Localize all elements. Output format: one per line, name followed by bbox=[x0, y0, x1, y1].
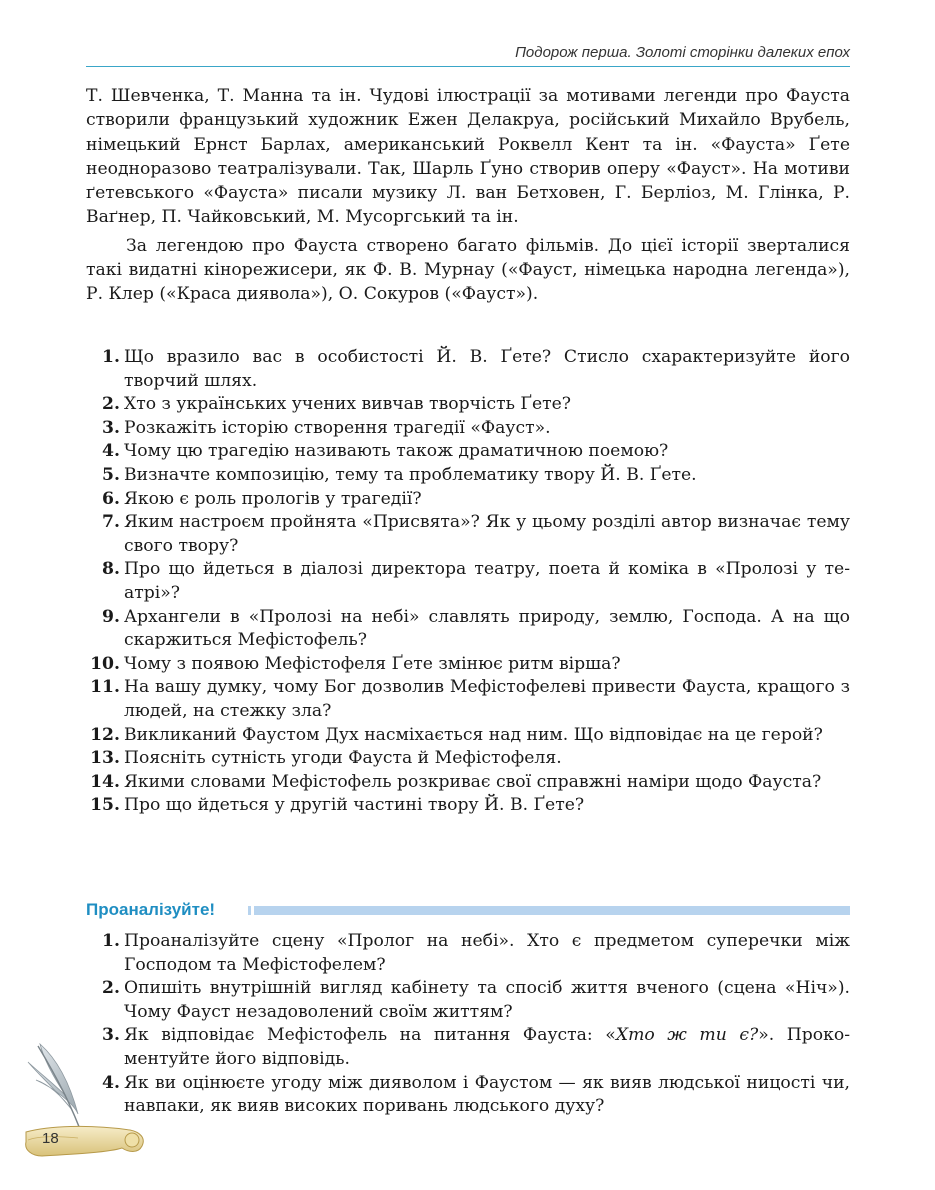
page-number: 18 bbox=[42, 1130, 59, 1147]
analyze-section-heading bbox=[86, 898, 850, 924]
analyze-item bbox=[86, 1024, 850, 1071]
intro-paragraph-2: За легендою про Фауста створено багато фільмів. До цієї історії зверталися такі видатні кінорежисери, як Ф. В. Мурнау («Фауст, німецька народна легенда»), Р. Клер («Краса диявола»), О. Сокуров («Фауст»). bbox=[86, 235, 850, 305]
question-item bbox=[86, 747, 850, 771]
question-item bbox=[86, 440, 850, 464]
question-text: Про що йдеться у другій частині твору Й. В. Ґете? bbox=[124, 795, 585, 816]
analyze-item bbox=[86, 977, 850, 1024]
analyze-number: 4. bbox=[102, 1072, 120, 1093]
analyze-text-pre: Як відповідає Мефістофель на питання Фауста: « bbox=[124, 1025, 616, 1046]
analyze-item bbox=[86, 1072, 850, 1119]
quill-scroll-icon bbox=[18, 1040, 158, 1170]
analyze-title: Проаналізуйте! bbox=[86, 900, 216, 919]
question-number: 4. bbox=[102, 441, 120, 462]
question-number: 8. bbox=[102, 559, 120, 580]
question-text: Визначте композицію, тему та проблематику твору Й. В. Ґете. bbox=[124, 464, 697, 485]
question-item bbox=[86, 464, 850, 488]
question-number: 3. bbox=[102, 417, 120, 438]
question-item bbox=[86, 511, 850, 558]
question-item bbox=[86, 558, 850, 605]
question-text: Чому з появою Мефістофеля Ґете змінює ритм вірша? bbox=[124, 653, 621, 674]
question-number: 5. bbox=[102, 464, 120, 485]
question-item bbox=[86, 606, 850, 653]
analyze-text: Як ви оцінюєте угоду між дияволом і Фаустом — як вияв людської ницості чи, навпаки, як вияв високих поривань людського духу? bbox=[124, 1072, 850, 1117]
question-number: 14. bbox=[90, 771, 120, 792]
question-number: 12. bbox=[90, 724, 120, 745]
analyze-text-post: ». Прокоментуйте його відповідь. bbox=[124, 1025, 851, 1069]
question-number: 11. bbox=[90, 677, 120, 698]
heading-bar bbox=[254, 906, 850, 915]
question-text: Якими словами Мефістофель розкриває свої справжні наміри щодо Фауста? bbox=[124, 771, 822, 792]
questions-list bbox=[86, 346, 850, 818]
question-number: 13. bbox=[90, 748, 120, 769]
question-text: Якою є роль прологів у трагедії? bbox=[124, 488, 422, 509]
question-number: 1. bbox=[102, 347, 120, 367]
analyze-number: 1. bbox=[102, 931, 120, 951]
analyze-text: Опишіть внутрішній вигляд кабінету та спосіб життя вченого (сцена «Ніч»). Чому Фауст незадоволений своїм життям? bbox=[124, 978, 850, 1022]
question-text: Що вразило вас в особистості Й. В. Ґете? Стисло схарактеризуйте його творчий шлях. bbox=[124, 347, 850, 391]
question-text: Викликаний Фаустом Дух насміхається над ним. Що відповідає на це герой? bbox=[124, 724, 823, 745]
question-text: Про що йдеться в діалозі директора театру, поета й коміка в «Пролозі у театрі»? bbox=[124, 559, 850, 603]
question-number: 15. bbox=[90, 795, 120, 816]
question-item bbox=[86, 724, 850, 748]
question-text: Хто з українських учених вивчав творчість Ґете? bbox=[124, 394, 572, 415]
header-title: Подорож перша. Золоті сторінки далеких епох bbox=[515, 44, 850, 61]
analyze-number: 3. bbox=[102, 1025, 120, 1046]
analyze-item bbox=[86, 930, 850, 977]
analyze-text-italic: Хто ж ти є? bbox=[615, 1025, 759, 1046]
intro-text bbox=[86, 84, 850, 307]
question-text: Чому цю трагедію називають також драматичною поемою? bbox=[124, 441, 669, 462]
question-text: Розкажіть історію створення трагедії «Фауст». bbox=[124, 417, 551, 438]
question-number: 6. bbox=[102, 488, 120, 509]
running-header bbox=[86, 38, 850, 67]
analyze-text: Проаналізуйте сцену «Пролог на небі». Хто є предметом суперечки між Господом та Мефістофелем? bbox=[124, 931, 850, 975]
heading-bar-mark bbox=[248, 906, 251, 915]
question-number: 10. bbox=[90, 653, 120, 674]
question-item bbox=[86, 393, 850, 417]
analyze-number: 2. bbox=[102, 978, 120, 999]
question-item bbox=[86, 676, 850, 723]
question-number: 2. bbox=[102, 394, 120, 415]
question-item bbox=[86, 771, 850, 795]
question-number: 9. bbox=[102, 606, 120, 627]
question-item bbox=[86, 794, 850, 818]
analyze-list bbox=[86, 930, 850, 1119]
question-item bbox=[86, 488, 850, 512]
question-item bbox=[86, 346, 850, 393]
question-item bbox=[86, 417, 850, 441]
question-text: На вашу думку, чому Бог дозволив Мефістофелеві привести Фауста, кращого з людей, на стежку зла? bbox=[124, 677, 850, 721]
question-text: Поясніть сутність угоди Фауста й Мефістофеля. bbox=[124, 748, 562, 769]
question-number: 7. bbox=[102, 512, 120, 533]
question-item bbox=[86, 653, 850, 677]
question-text: Архангели в «Пролозі на небі» славлять природу, землю, Господа. А на що скаржиться Мефістофель? bbox=[124, 606, 850, 651]
question-text: Яким настроєм пройнята «Присвята»? Як у цьому розділі автор визначає тему свого твору? bbox=[124, 512, 850, 556]
intro-paragraph-1: Т. Шевченка, Т. Манна та ін. Чудові ілюстрації за мотивами легенди про Фауста створили французький художник Ежен Делакруа, російський Михайло Врубель, німецький Ернст Барлах, американський Роквелл Кент та ін. «Фауста» Ґете неодноразово театралізували. Так, Шарль Ґуно створив оперу «Фауст». На мотиви ґетевського «Фауста» писали музику Л. ван Бетховен, Г. Берліоз, М. Глінка, Р. Ваґнер, П. Чайковський, М. Мусоргський та ін. bbox=[86, 86, 850, 228]
